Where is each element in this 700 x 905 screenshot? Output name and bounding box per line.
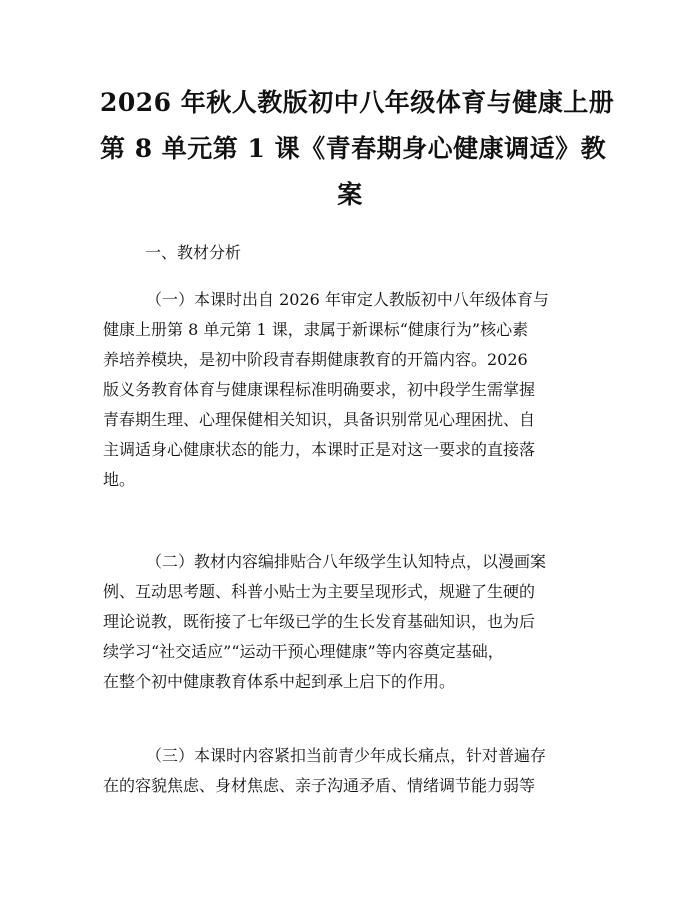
- text-line: 理论说教，既衔接了七年级已学的生长发育基础知识，也为后: [103, 612, 536, 631]
- text-line: （三）本课时内容紧扣当前青少年成长痛点，针对普遍存: [146, 746, 547, 765]
- text-line: 版义务教育体育与健康课程标准明确要求，初中段学生需掌握: [103, 380, 536, 399]
- title-line: 2026 年秋人教版初中八年级体育与健康上册: [100, 88, 615, 117]
- text-line: （二）教材内容编排贴合八年级学生认知特点，以漫画案: [146, 552, 547, 571]
- text-line: 主调适身心健康状态的能力，本课时正是对这一要求的直接落: [103, 440, 536, 459]
- paragraph-2: [103, 547, 603, 697]
- text-line: 例、互动思考题、科普小贴士为主要呈现形式，规避了生硬的: [103, 582, 536, 601]
- text-line: 在的容貌焦虑、身材焦虑、亲子沟通矛盾、情绪调节能力弱等: [103, 776, 536, 795]
- document-title: [100, 80, 615, 218]
- text-line: 养培养模块，是初中阶段青春期健康教育的开篇内容。2026: [103, 350, 528, 369]
- title-line: 案: [337, 180, 363, 209]
- text-line: 续学习“社交适应”“运动干预心理健康”等内容奠定基础，: [103, 642, 504, 661]
- text-line: （一）本课时出自 2026 年审定人教版初中八年级体育与: [146, 290, 549, 309]
- text-line: 青春期生理、心理保健相关知识，具备识别常见心理困扰、自: [103, 410, 536, 429]
- text-line: 地。: [103, 470, 136, 489]
- title-line: 第 8 单元第 1 课《青春期身心健康调适》教: [100, 134, 607, 163]
- text-line: 在整个初中健康教育体系中起到承上启下的作用。: [103, 672, 456, 691]
- paragraph-3: [103, 741, 603, 801]
- section-heading: 一、教材分析: [145, 243, 242, 262]
- text-line: 健康上册第 8 单元第 1 课，隶属于新课标“健康行为”核心素: [103, 320, 529, 339]
- paragraph-1: [103, 285, 603, 495]
